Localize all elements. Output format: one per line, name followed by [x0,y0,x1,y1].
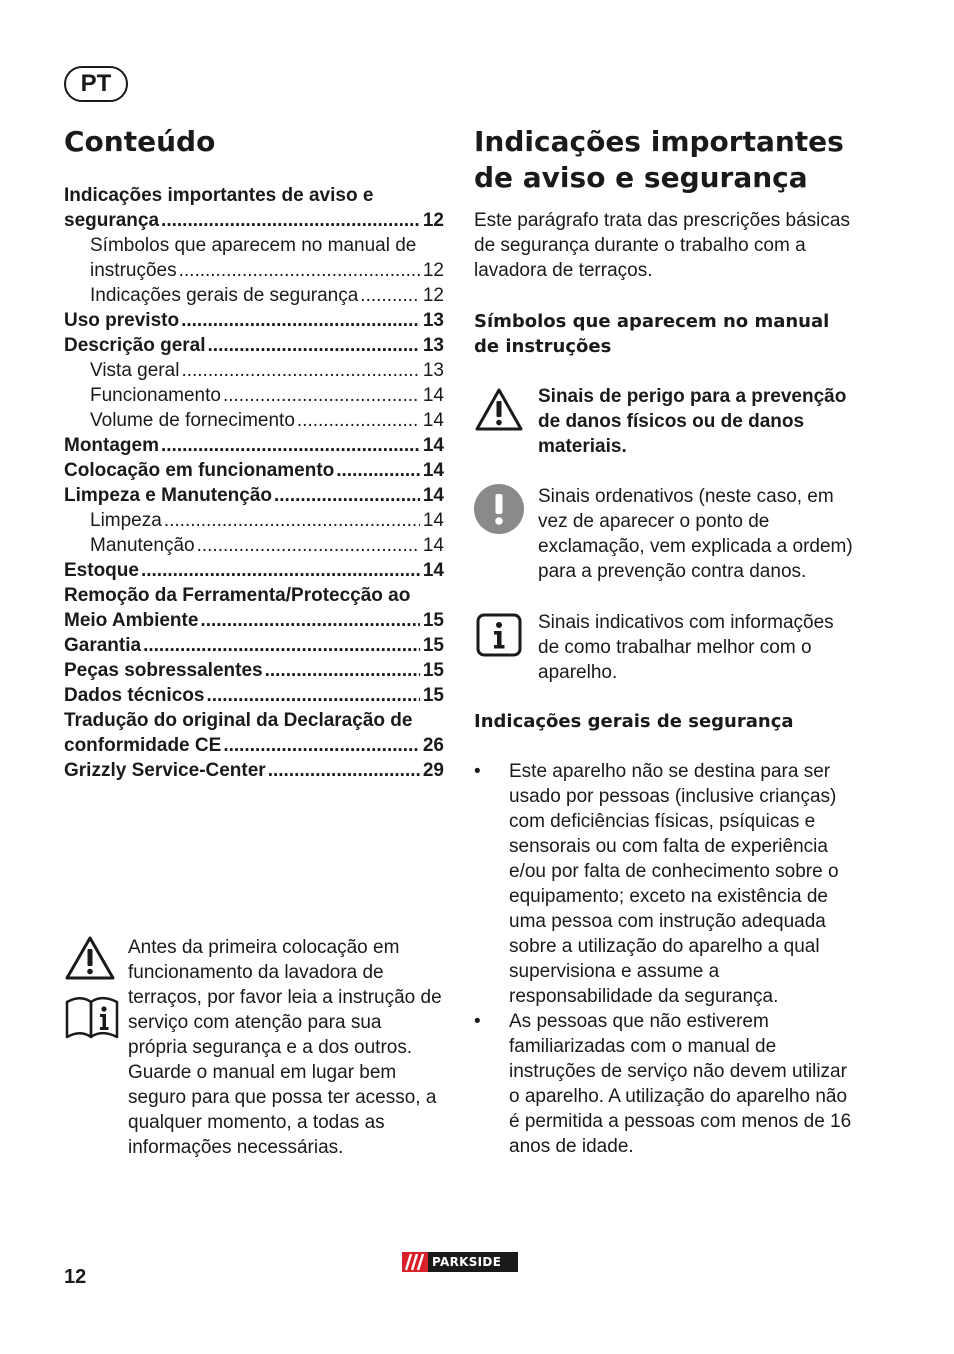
toc-entry-label: Dados técnicos [64,685,205,706]
safety-title [474,124,894,196]
safety-title-line-1: Indicações importantes [474,125,844,158]
safety-intro: Este parágrafo trata das prescrições básicas de segurança durante o trabalho com a lavadora de terraços. [474,210,850,281]
toc-entry-label: conformidade CE [64,735,222,756]
toc-page-number: 14 [422,485,444,506]
bullet-text: Este aparelho não se destina para ser usado por pessoas (inclusive crianças) com deficiências físicas, psíquicas e sensorais ou com falta de experiência e/ou por falta de conhecimento sobre o equipamento; exceto na existência de uma pessoa com instrução adequada sobre a utilização do aparelho a qual supervisiona e assume a responsabilidade da segurança. [509,761,839,1007]
notice-icons [64,935,120,1160]
manual-book-icon [64,994,120,1040]
toc-entry [64,683,444,708]
toc-entry-label: Indicações gerais de segurança [90,285,359,306]
toc-entry [64,533,444,558]
symbol-row-mandatory [474,484,858,584]
toc-leader-dots [161,208,420,233]
toc-leader-dots [197,533,420,558]
toc-entry-label: Garantia [64,635,142,656]
bullet-marker: • [474,761,481,782]
toc-entry-label: instruções [90,260,177,281]
info-icon [474,610,524,660]
toc-leader-dots [143,633,420,658]
toc-leader-dots [141,558,420,583]
toc-entry [64,708,444,758]
toc-entry-label: Vista geral [90,360,180,381]
toc-entry [64,183,444,233]
toc-entry [64,233,444,283]
toc-leader-dots [179,258,420,283]
toc-entry [64,408,444,433]
toc-entry [64,758,444,783]
toc-leader-dots [161,433,420,458]
mandatory-exclamation-icon [474,484,524,534]
brand-logo [402,1252,518,1272]
toc-entry-label: Funcionamento [90,385,221,406]
toc-leader-dots [274,483,420,508]
toc-title: Conteúdo [64,125,216,158]
toc-entry-label: Limpeza [90,510,162,531]
bullet-text: As pessoas que não estiverem familiarizadas com o manual de instruções de serviço não devem utilizar o aparelho. A utilização do aparelho não é permitida a pessoas com menos de 16 anos de idade. [509,1011,852,1157]
symbol-text-danger: Sinais de perigo para a prevenção de danos físicos ou de danos materiais. [538,386,847,457]
symbol-text-mandatory: Sinais ordenativos (neste caso, em vez de aparecer o ponto de exclamação, vem explicada a ordem) para a prevenção contra danos. [538,486,853,582]
toc-entry-label: Remoção da Ferramenta/Protecção ao [64,585,411,606]
toc-entry-label: Colocação em funcionamento [64,460,335,481]
table-of-contents [64,183,444,783]
toc-leader-dots [360,283,420,308]
safety-title-line-2: de aviso e segurança [474,161,808,194]
warning-triangle-icon [64,935,116,981]
toc-page-number: 14 [422,410,444,431]
symbol-row-danger [474,384,858,459]
toc-leader-dots [200,608,419,633]
toc-leader-dots [268,758,420,783]
list-item [474,1009,860,1159]
toc-entry [64,658,444,683]
toc-page-number: 14 [422,435,444,456]
toc-page-number: 14 [422,535,444,556]
toc-entry [64,358,444,383]
toc-page-number: 15 [422,635,444,656]
safety-bullet-list [474,759,860,1159]
toc-page-number: 12 [422,210,444,231]
toc-entry-label: Indicações importantes de aviso e [64,185,374,206]
toc-entry-label: Grizzly Service-Center [64,760,266,781]
toc-entry-label: Volume de fornecimento [90,410,295,431]
brand-name: PARKSIDE [432,1255,502,1269]
toc-page-number: 14 [422,385,444,406]
toc-entry [64,583,444,633]
toc-page-number: 13 [422,360,444,381]
toc-leader-dots [297,408,420,433]
toc-entry [64,633,444,658]
toc-entry-label: Descrição geral [64,335,206,356]
notice-text: Antes da primeira colocação em funcionamento da lavadora de terraços, por favor leia a instrução de serviço com atenção para sua própria segurança e a dos outros. Guarde o manual em lugar bem seguro para que possa ter acesso, a qualquer momento, a todas as informações necessárias. [128,937,442,1158]
toc-page-number: 29 [422,760,444,781]
toc-entry [64,283,444,308]
toc-leader-dots [181,358,419,383]
toc-page-number: 13 [422,335,444,356]
toc-entry-label: Montagem [64,435,159,456]
toc-leader-dots [223,383,420,408]
toc-entry-label: Meio Ambiente [64,610,199,631]
language-badge: PT [64,66,128,102]
toc-entry [64,483,444,508]
brand-slashes-icon [402,1252,428,1272]
toc-entry [64,308,444,333]
toc-entry [64,333,444,358]
toc-leader-dots [265,658,420,683]
toc-page-number: 14 [422,510,444,531]
toc-page-number: 26 [422,735,444,756]
toc-entry-label: Símbolos que aparecem no manual de [90,235,417,256]
page-number: 12 [64,1266,87,1288]
toc-entry-label: Estoque [64,560,139,581]
general-safety-heading: Indicações gerais de segurança [474,711,794,732]
toc-entry [64,458,444,483]
toc-entry-label: Tradução do original da Declaração de [64,710,413,731]
toc-page-number: 15 [422,660,444,681]
toc-leader-dots [336,458,420,483]
toc-leader-dots [164,508,420,533]
toc-leader-dots [206,683,419,708]
bullet-marker: • [474,1011,481,1032]
toc-leader-dots [181,308,420,333]
toc-entry [64,558,444,583]
list-item [474,759,860,1009]
toc-entry-label: Limpeza e Manutenção [64,485,272,506]
toc-entry-label: segurança [64,210,160,231]
toc-page-number: 15 [422,610,444,631]
read-manual-notice [64,935,444,1160]
toc-entry-label: Uso previsto [64,310,180,331]
toc-entry-label: Manutenção [90,535,195,556]
symbols-heading: Símbolos que aparecem no manual de instruções [474,311,830,357]
toc-page-number: 14 [422,460,444,481]
toc-leader-dots [208,333,420,358]
symbol-text-info: Sinais indicativos com informações de como trabalhar melhor com o aparelho. [538,612,834,683]
toc-page-number: 15 [422,685,444,706]
toc-entry [64,433,444,458]
toc-entry [64,508,444,533]
toc-entry [64,383,444,408]
toc-leader-dots [223,733,420,758]
toc-page-number: 13 [422,310,444,331]
symbol-row-info [474,610,858,685]
toc-page-number: 14 [422,560,444,581]
toc-page-number: 12 [422,260,444,281]
toc-entry-label: Peças sobressalentes [64,660,263,681]
toc-page-number: 12 [422,285,444,306]
warning-triangle-icon [474,384,524,434]
